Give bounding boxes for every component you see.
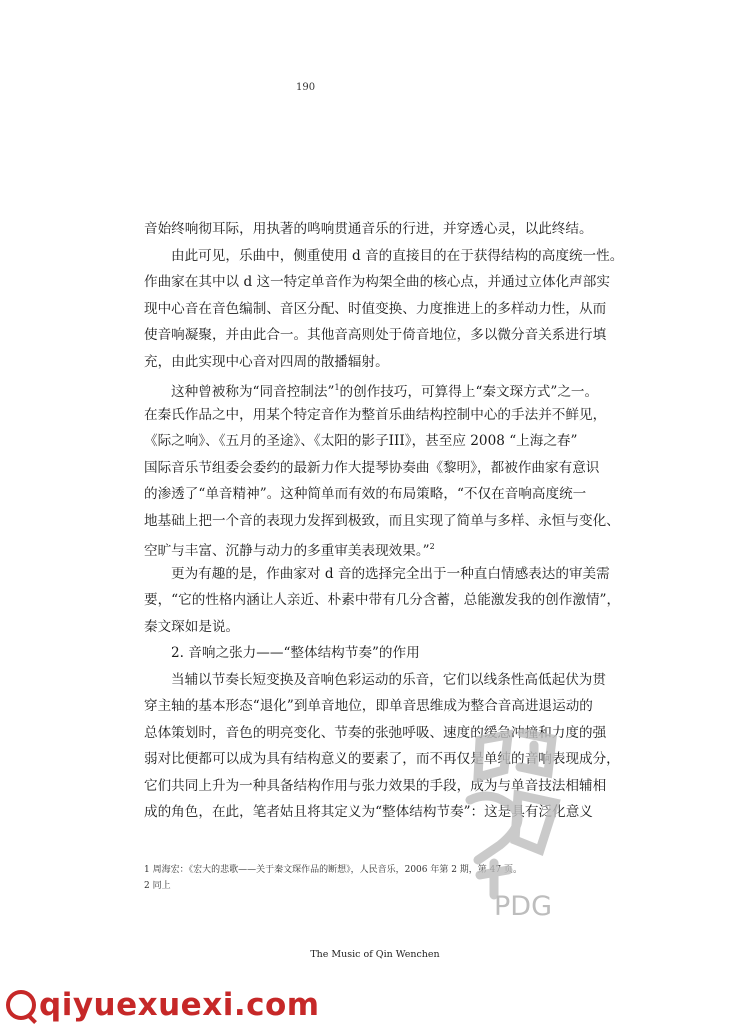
body-line: 使音响凝聚，并由此合一。其他音高则处于倚音地位，多以微分音关系进行填 <box>144 327 607 343</box>
logo-mark-icon <box>6 990 36 1020</box>
site-logo[interactable] <box>6 985 320 1025</box>
body-line: 弱对比便都可以成为具有结构意义的要素了，而不再仅是单纯的音响表现成分， <box>144 751 620 767</box>
body-line: 当辅以节奏长短变换及音响色彩运动的乐音，它们以线条性高低起伏为贯 <box>171 671 606 688</box>
body-line <box>144 375 602 402</box>
body-line: 现中心音在音色编制、音区分配、时值变换、力度推进上的多样动力性，从而 <box>144 300 607 317</box>
text-run: 这种曾被称为“同音控制法” <box>171 384 335 400</box>
body-line: 穿主轴的基本形态“退化”到单音地位，即单音思维成为整合音高进退运动的 <box>144 698 593 714</box>
body-line: 它们共同上升为一种具备结构作用与张力效果的手段，成为与单音技法相辅相 <box>144 777 607 794</box>
body-line: 地基础上把一个音的表现力发挥到极致，而且实现了简单与多样、永恒与变化、 <box>144 512 620 529</box>
body-line: 在秦氏作品之中，用某个特定音作为整首乐曲结构控制中心的手法并不鲜见， <box>144 406 607 423</box>
body-line: 要，“它的性格内涵让人亲近、朴素中带有几分含蓄，总能激发我的创作激情”， <box>144 592 621 608</box>
text-run: 空旷与丰富、沉静与动力的多重审美表现效果。” <box>144 543 430 559</box>
body-line: 成的角色，在此，笔者姑且将其定义为“整体结构节奏”：这是具有泛化意义 <box>144 804 593 820</box>
footnote: 2 同上 <box>144 881 171 891</box>
section-heading: 2. 音响之张力——“整体结构节奏”的作用 <box>171 645 420 661</box>
body-line <box>144 534 602 561</box>
body-line: 由此可见，乐曲中，侧重使用 d 音的直接目的在于获得结构的高度统一性。 <box>171 247 624 264</box>
footnote: 1 周海宏：《宏大的悲歌——关于秦文琛作品的断想》，人民音乐，2006 年第 2 期，第 47 页。 <box>144 865 522 875</box>
footer-title: The Music of Qin Wenchen <box>310 949 440 960</box>
watermark-label: PDG <box>494 891 552 922</box>
body-line: 作曲家在其中以 d 这一特定单音作为构架全曲的核心点，并通过立体化声部实 <box>144 274 610 290</box>
watermark-seal <box>460 725 570 930</box>
body-line: 总体策划时，音色的明亮变化、节奏的张弛呼吸、速度的缓急冲撞和力度的强 <box>144 724 607 741</box>
body-line: 更为有趣的是，作曲家对 d 音的选择完全出于一种直白情感表达的审美需 <box>171 565 610 582</box>
body-line: 《际之响》、《五月的圣途》、《太阳的影子III》，甚至应 2008 “上海之春” <box>144 433 578 449</box>
body-line: 的渗透了“单音精神”。这种简单而有效的布局策略，“不仅在音响高度统一 <box>144 486 587 502</box>
text-run: 的创作技巧，可算得上“秦文琛方式”之一。 <box>339 384 599 400</box>
body-line: 音始终响彻耳际，用执著的鸣响贯通音乐的行进，并穿透心灵，以此终结。 <box>144 221 593 237</box>
page-number: 190 <box>296 82 316 93</box>
body-line: 充，由此实现中心音对四周的散播辐射。 <box>144 353 389 370</box>
body-line: 国际音乐节组委会委约的最新力作大提琴协奏曲《黎明》，都被作曲家有意识 <box>144 459 600 476</box>
footnote-ref-1: 1 <box>334 383 340 392</box>
footnote-ref-2: 2 <box>429 542 435 551</box>
site-logo-text: qiyuexuexi.com <box>39 987 320 1023</box>
body-line: 秦文琛如是说。 <box>144 618 240 635</box>
